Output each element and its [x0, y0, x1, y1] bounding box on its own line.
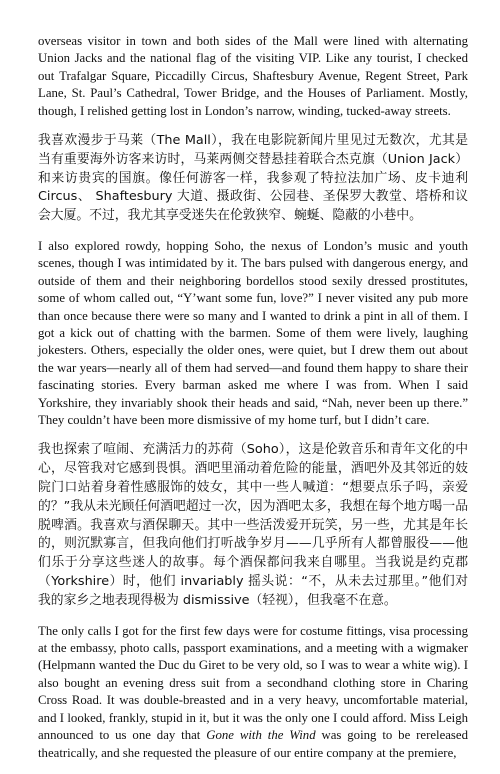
paragraph-text-after-title: was going to be rereleased theatrically, and she requested the pleasure of our entire company at the premiere, [38, 728, 468, 760]
paragraph-chinese-1: 我喜欢漫步于马莱（The Mall），我在电影院新闻片里见过无数次，尤其是当有重要海外访客来访时，马莱两侧交替悬挂着联合杰克旗（Union Jack）和来访贵宾的国旗。像任何游客一样，我参观了特拉法加广场、皮卡迪利Circus、 Shaftesbury 大道、摄政街、公园巷、圣保罗大教堂、塔桥和议会大厦。不过，我尤其享受迷失在伦敦狭窄、蜿蜒、隐蔽的小巷中。 [38, 133, 468, 224]
document-page [38, 33, 468, 774]
paragraph-text-before-title: The only calls I got for the first few days were for costume fittings, visa processing at the embassy, photo calls, passport examinations, and a meeting with a wigmaker (Helpmann wanted the Duc du Giret to be very old, so I was to wear a white wig). I also bought an evening dress suit from a secondhand clothing store in Charing Cross Road. It was double-breasted and in a very heavy, uncomfortable material, and I looked, frankly, stupid in it, but it was the only one I could afford. Miss Leigh announced to us one day that [38, 623, 468, 743]
paragraph-english-1: overseas visitor in town and both sides of the Mall were lined with alternating Union Jacks and the national flag of the visiting VIP. Like any tourist, I checked out Trafalgar Square, Piccadilly Circus, Shaftesbury Avenue, Regent Street, Park Lane, St. Paul’s Cathedral, Tower Bridge, and the Houses of Parliament. Mostly, though, I relished getting lost in London’s narrow, winding, tucked-away streets. [38, 34, 468, 118]
paragraph-chinese-2: 我也探索了喧闹、充满活力的苏荷（Soho），这是伦敦音乐和青年文化的中心，尽管我对它感到畏惧。酒吧里涌动着危险的能量，酒吧外及其邻近的妓院门口站着身着性感服饰的妓女，其中一些人喊道：“想要点乐子吗，亲爱的？”我从未光顾任何酒吧超过一次，因为酒吧太多，我想在每个地方喝一品脱啤酒。我喜欢与酒保聊天。其中一些活泼爱开玩笑，另一些，尤其是年长的，则沉默寡言，但我向他们打听战争岁月——几乎所有人都曾服役——他们乐于分享这些迷人的故事。每个酒保都问我来自哪里。当我说是约克郡（Yorkshire）时，他们 invariably 摇头说：“不，从未去过那里。”他们对我的家乡之地表现得极为 dismissive（轻视），但我毫不在意。 [38, 442, 468, 608]
paragraph-english-3 [38, 623, 468, 762]
paragraph-english-2: I also explored rowdy, hopping Soho, the nexus of London’s music and youth scenes, though I was intimidated by it. The bars pulsed with dangerous energy, and outside of them and their neighboring bordellos stood sexily dressed prostitutes, some of whom called out, “Y’want some fun, love?” I never visited any pub more than once because there were so many and I wanted to drink a pint in all of them. I got a kick out of chatting with the barmen. Some of them were lively, laughing jokesters. Others, especially the older ones, were quiet, but I drew them out about the war years—nearly all of them had served—and found them happy to share their fascinating stories. Every barman asked me where I was from. When I said Yorkshire, they invariably shook their heads and said, “Nah, never been up there.” They couldn’t have been more dismissive of my home turf, but I didn’t care. [38, 239, 468, 428]
film-title: Gone with the Wind [206, 728, 316, 743]
